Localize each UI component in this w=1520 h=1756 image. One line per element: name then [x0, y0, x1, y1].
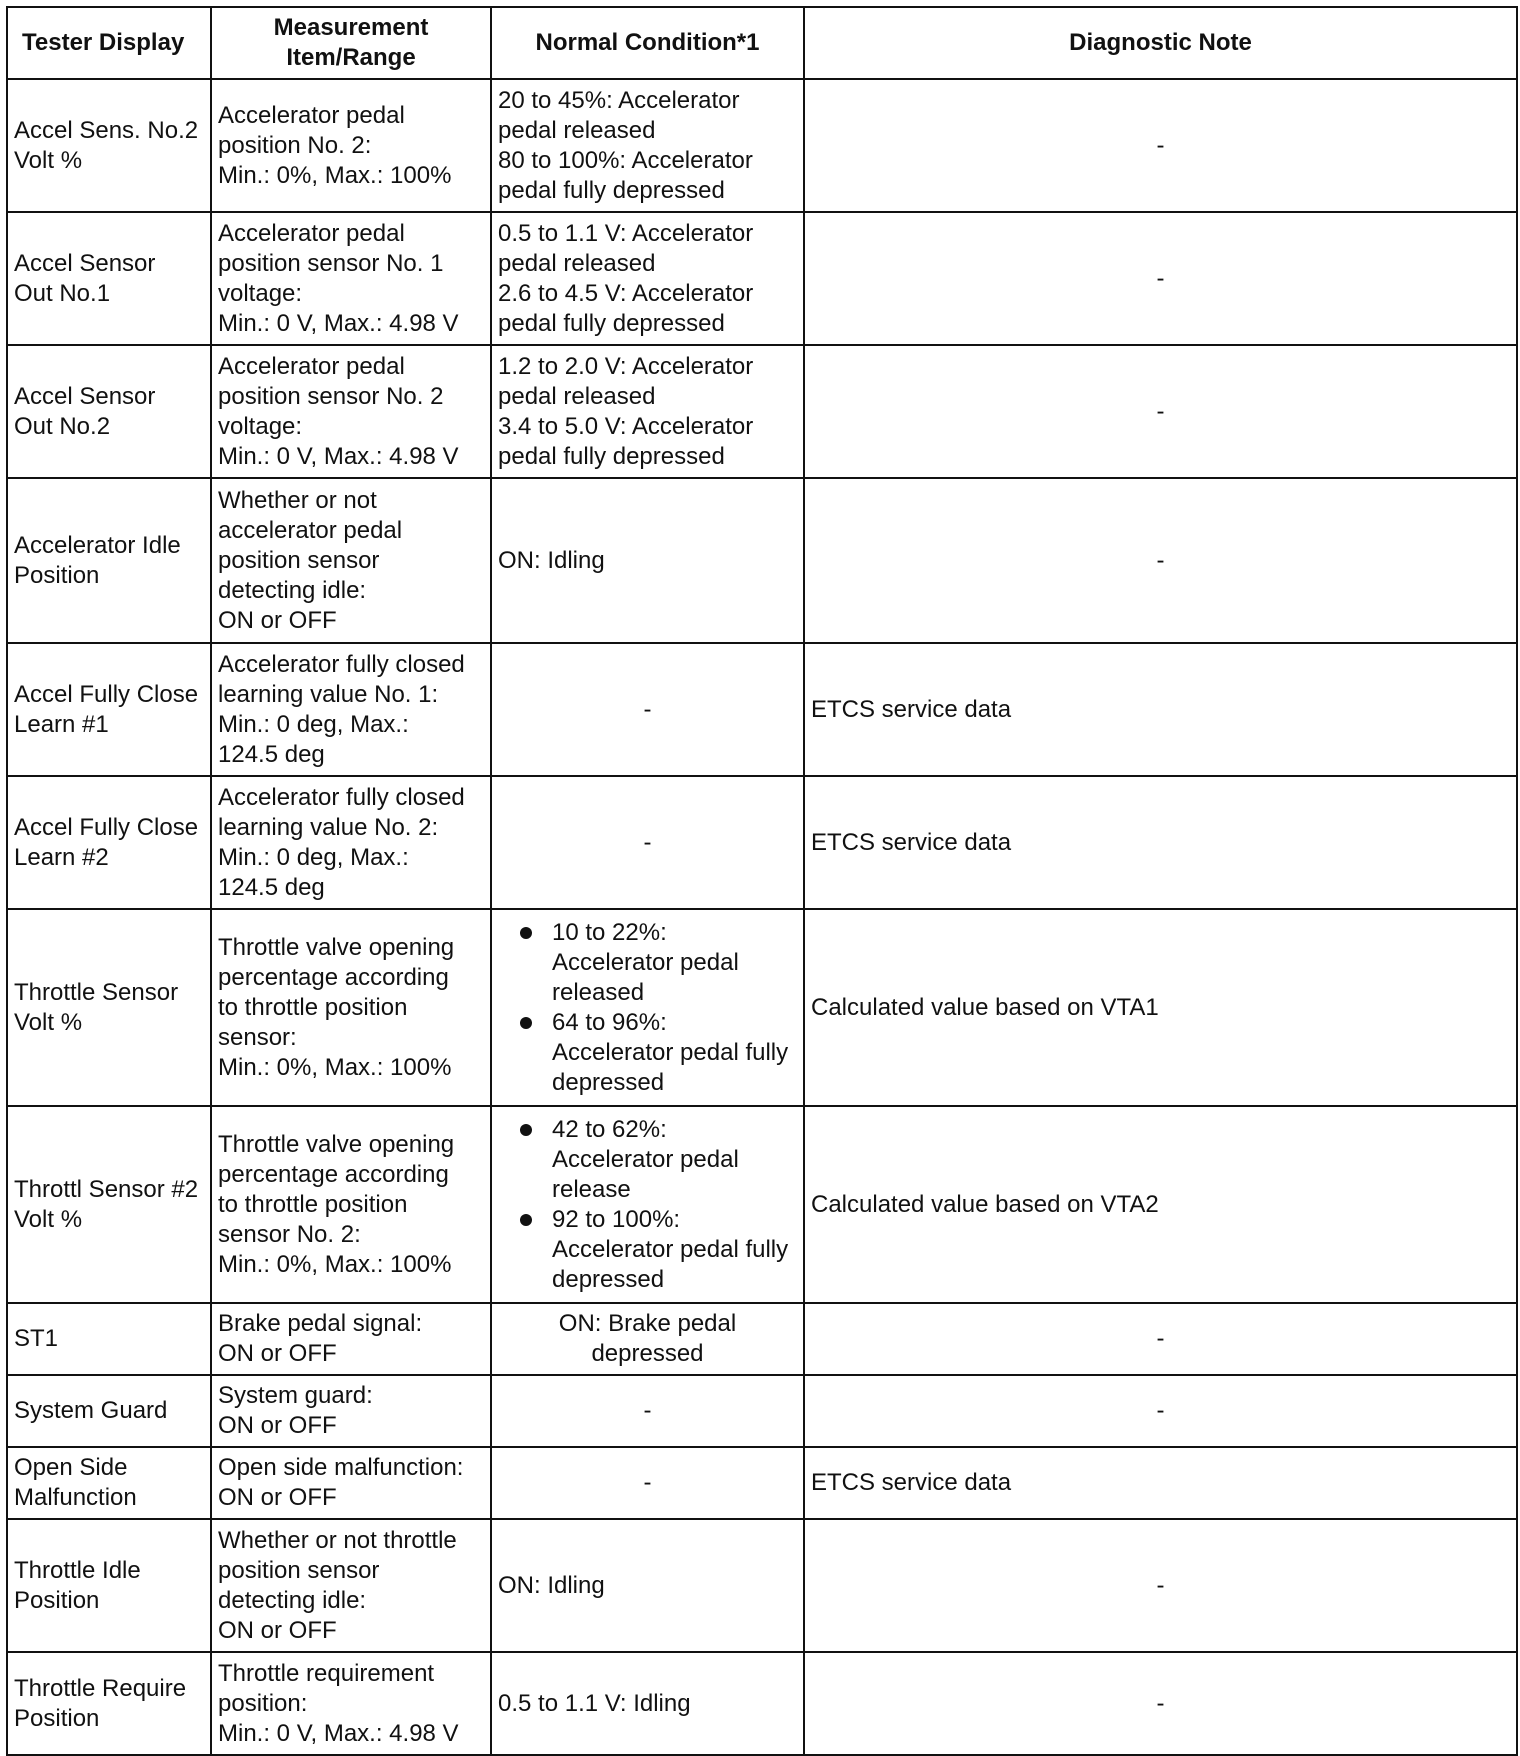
normal-condition-line: pedal released	[498, 249, 656, 277]
normal-condition-line: ON: Idling	[498, 546, 605, 574]
bullet-text	[552, 1115, 739, 1205]
measurement-cell	[211, 1106, 491, 1303]
measurement-cell	[211, 345, 491, 478]
data-list-table	[6, 6, 1518, 1756]
tester-display-line: Throttle Require	[14, 1674, 187, 1702]
normal-condition-line: 20 to 45%: Accelerator	[498, 86, 740, 114]
tester-display-cell	[7, 1519, 211, 1652]
diagnostic-note-text: -	[1156, 1325, 1165, 1352]
tester-display-cell	[7, 909, 211, 1106]
diagnostic-note-text: -	[1156, 264, 1165, 292]
bullet-text	[552, 1205, 788, 1295]
diagnostic-note-text: -	[1156, 1689, 1165, 1717]
normal-condition-cell	[491, 345, 804, 478]
diagnostic-note-text: ETCS service data	[811, 695, 1012, 723]
measurement-line: 124.5 deg	[218, 740, 325, 768]
normal-condition-line: 0.5 to 1.1 V: Accelerator	[498, 219, 754, 247]
tester-display-line: Throttle Sensor	[14, 978, 179, 1006]
measurement-cell	[211, 478, 491, 643]
measurement-line: sensor No. 2:	[218, 1220, 361, 1248]
bullet-line: Accelerator pedal fully	[552, 1038, 789, 1066]
header-measurement-line: Item/Range	[286, 44, 416, 71]
bullet-item	[498, 1205, 797, 1295]
normal-condition-line: pedal fully depressed	[498, 176, 725, 204]
header-tester-display: Tester Display	[7, 7, 211, 79]
bullet-line: depressed	[552, 1265, 665, 1293]
bullet-line: 10 to 22%:	[552, 918, 667, 946]
diagnostic-note-cell	[804, 345, 1517, 478]
table-row	[7, 1375, 1517, 1447]
normal-condition-cell	[491, 1519, 804, 1652]
normal-condition-cell	[491, 643, 804, 776]
diagnostic-note-cell	[804, 909, 1517, 1106]
diagnostic-note-cell	[804, 776, 1517, 909]
bullet-line: Accelerator pedal	[552, 948, 739, 976]
measurement-line: Brake pedal signal:	[218, 1310, 423, 1337]
normal-condition-line: pedal fully depressed	[498, 442, 725, 470]
tester-display-line: Accel Sens. No.2	[14, 116, 199, 144]
table-row	[7, 79, 1517, 212]
tester-display-line: Volt %	[14, 146, 83, 174]
normal-condition-cell	[491, 1375, 804, 1447]
measurement-line: detecting idle:	[218, 1586, 367, 1614]
measurement-line: Throttle requirement	[218, 1659, 435, 1687]
tester-display-cell	[7, 643, 211, 776]
normal-condition-cell	[491, 478, 804, 643]
normal-condition-line: -	[643, 1397, 652, 1424]
measurement-line: position No. 2:	[218, 131, 372, 159]
measurement-line: position sensor	[218, 546, 380, 574]
measurement-line: Accelerator pedal	[218, 219, 405, 247]
measurement-line: to throttle position	[218, 993, 408, 1021]
normal-condition-line: 3.4 to 5.0 V: Accelerator	[498, 412, 754, 440]
table-row	[7, 1106, 1517, 1303]
diagnostic-note-text: ETCS service data	[811, 828, 1012, 856]
tester-display-cell	[7, 79, 211, 212]
measurement-cell	[211, 1375, 491, 1447]
table-row	[7, 345, 1517, 478]
measurement-line: Throttle valve opening	[218, 1130, 455, 1158]
diagnostic-note-cell	[804, 79, 1517, 212]
header-diagnostic-note: Diagnostic Note	[804, 7, 1517, 79]
measurement-line: Min.: 0%, Max.: 100%	[218, 161, 452, 189]
measurement-line: ON or OFF	[218, 1484, 337, 1511]
measurement-line: Min.: 0 V, Max.: 4.98 V	[218, 442, 459, 470]
header-row	[7, 7, 1517, 79]
measurement-line: Min.: 0 deg, Max.:	[218, 710, 409, 738]
diagnostic-note-cell	[804, 1652, 1517, 1755]
normal-condition-line: -	[643, 1469, 652, 1496]
tester-display-line: Accel Sensor	[14, 382, 156, 410]
tester-display-line: Volt %	[14, 1205, 83, 1233]
measurement-cell	[211, 1303, 491, 1375]
table-row	[7, 909, 1517, 1106]
measurement-line: ON or OFF	[218, 606, 337, 634]
table-row	[7, 1652, 1517, 1755]
tester-display-cell	[7, 345, 211, 478]
bullet-item	[498, 1008, 797, 1098]
measurement-cell	[211, 79, 491, 212]
tester-display-line: System Guard	[14, 1397, 168, 1424]
measurement-line: position sensor	[218, 1556, 380, 1584]
measurement-cell	[211, 1447, 491, 1519]
tester-display-cell	[7, 1652, 211, 1755]
bullet-line: Accelerator pedal	[552, 1145, 739, 1173]
tester-display-line: Accelerator Idle	[14, 531, 181, 559]
measurement-line: position sensor No. 1	[218, 249, 444, 277]
tester-display-line: Out No.2	[14, 412, 111, 440]
measurement-line: Accelerator fully closed	[218, 783, 465, 811]
tester-display-cell	[7, 1375, 211, 1447]
normal-condition-line: 1.2 to 2.0 V: Accelerator	[498, 352, 754, 380]
measurement-line: percentage according	[218, 1160, 449, 1188]
diagnostic-note-cell	[804, 1519, 1517, 1652]
diagnostic-note-text: -	[1156, 1397, 1165, 1424]
normal-condition-line: depressed	[591, 1340, 704, 1367]
bullet-line: 42 to 62%:	[552, 1115, 667, 1143]
bullet-line: released	[552, 978, 645, 1006]
tester-display-cell	[7, 212, 211, 345]
table-row	[7, 1447, 1517, 1519]
bullet-line: depressed	[552, 1068, 665, 1096]
bullet-line: 64 to 96%:	[552, 1008, 667, 1036]
bullet-item	[498, 1115, 797, 1205]
tester-display-line: Open Side	[14, 1454, 128, 1481]
tester-display-line: Position	[14, 561, 100, 589]
measurement-line: sensor:	[218, 1023, 297, 1051]
measurement-line: to throttle position	[218, 1190, 408, 1218]
tester-display-line: Learn #2	[14, 843, 109, 871]
measurement-line: Min.: 0 V, Max.: 4.98 V	[218, 1719, 459, 1747]
normal-condition-cell	[491, 776, 804, 909]
normal-condition-line: pedal fully depressed	[498, 309, 725, 337]
normal-condition-line: ON: Idling	[498, 1571, 605, 1599]
normal-condition-cell	[491, 212, 804, 345]
tester-display-line: Out No.1	[14, 279, 111, 307]
diagnostic-note-cell	[804, 643, 1517, 776]
diagnostic-note-text: -	[1156, 1571, 1165, 1599]
tester-display-line: Malfunction	[14, 1484, 137, 1511]
measurement-cell	[211, 1652, 491, 1755]
diagnostic-note-text: Calculated value based on VTA2	[811, 1190, 1159, 1218]
bullet-icon	[520, 1017, 532, 1029]
diagnostic-note-cell	[804, 1447, 1517, 1519]
tester-display-line: Throttl Sensor #2	[14, 1175, 199, 1203]
normal-condition-cell	[491, 1652, 804, 1755]
header-measurement-line: Measurement	[273, 14, 429, 41]
normal-condition-line: 0.5 to 1.1 V: Idling	[498, 1689, 691, 1717]
diagnostic-note-text: -	[1156, 131, 1165, 159]
measurement-line: position:	[218, 1689, 308, 1717]
diagnostic-note-cell	[804, 1303, 1517, 1375]
table-row	[7, 478, 1517, 643]
tester-display-line: Position	[14, 1586, 100, 1614]
diagnostic-note-cell	[804, 212, 1517, 345]
normal-condition-cell	[491, 1106, 804, 1303]
normal-condition-line: 2.6 to 4.5 V: Accelerator	[498, 279, 754, 307]
measurement-line: percentage according	[218, 963, 449, 991]
measurement-cell	[211, 643, 491, 776]
measurement-line: Min.: 0%, Max.: 100%	[218, 1053, 452, 1081]
bullet-line: release	[552, 1175, 631, 1203]
tester-display-line: Volt %	[14, 1008, 83, 1036]
diagnostic-note-text: ETCS service data	[811, 1469, 1012, 1496]
measurement-line: voltage:	[218, 279, 303, 307]
bullet-icon	[520, 927, 532, 939]
normal-condition-line: pedal released	[498, 116, 656, 144]
tester-display-line: Learn #1	[14, 710, 109, 738]
table-row	[7, 212, 1517, 345]
tester-display-line: Accel Fully Close	[14, 813, 199, 841]
measurement-line: Whether or not throttle	[218, 1526, 457, 1554]
measurement-line: Min.: 0 V, Max.: 4.98 V	[218, 309, 459, 337]
table-row	[7, 1303, 1517, 1375]
tester-display-line: ST1	[14, 1325, 59, 1352]
tester-display-cell	[7, 1303, 211, 1375]
normal-condition-cell	[491, 1303, 804, 1375]
tester-display-line: Position	[14, 1704, 100, 1732]
normal-condition-line: -	[643, 828, 652, 856]
measurement-line: ON or OFF	[218, 1616, 337, 1644]
measurement-line: position sensor No. 2	[218, 382, 444, 410]
measurement-line: System guard:	[218, 1382, 373, 1409]
measurement-line: learning value No. 1:	[218, 680, 439, 708]
diagnostic-note-text: -	[1156, 546, 1165, 574]
measurement-line: Open side malfunction:	[218, 1454, 464, 1481]
normal-condition-cell	[491, 79, 804, 212]
normal-condition-line: -	[643, 695, 652, 723]
bullet-item	[498, 918, 797, 1008]
bullet-icon	[520, 1124, 532, 1136]
tester-display-cell	[7, 478, 211, 643]
table-row	[7, 1519, 1517, 1652]
measurement-cell	[211, 1519, 491, 1652]
normal-condition-cell	[491, 909, 804, 1106]
normal-condition-line: ON: Brake pedal	[558, 1310, 737, 1337]
diagnostic-note-text: -	[1156, 397, 1165, 425]
header-normal-condition: Normal Condition*1	[491, 7, 804, 79]
measurement-line: Whether or not	[218, 486, 377, 514]
normal-condition-cell	[491, 1447, 804, 1519]
measurement-line: ON or OFF	[218, 1340, 337, 1367]
measurement-cell	[211, 212, 491, 345]
tester-display-cell	[7, 1106, 211, 1303]
diagnostic-note-cell	[804, 1106, 1517, 1303]
table-row	[7, 643, 1517, 776]
bullet-text	[552, 918, 739, 1008]
measurement-line: Min.: 0%, Max.: 100%	[218, 1250, 452, 1278]
measurement-line: voltage:	[218, 412, 303, 440]
table-row	[7, 776, 1517, 909]
measurement-line: ON or OFF	[218, 1412, 337, 1439]
tester-display-cell	[7, 1447, 211, 1519]
measurement-line: Accelerator pedal	[218, 352, 405, 380]
diagnostic-note-cell	[804, 478, 1517, 643]
measurement-line: Min.: 0 deg, Max.:	[218, 843, 409, 871]
bullet-line: Accelerator pedal fully	[552, 1235, 789, 1263]
measurement-cell	[211, 909, 491, 1106]
measurement-line: Throttle valve opening	[218, 933, 455, 961]
tester-display-line: Accel Fully Close	[14, 680, 199, 708]
normal-condition-line: pedal released	[498, 382, 656, 410]
measurement-line: detecting idle:	[218, 576, 367, 604]
tester-display-line: Throttle Idle	[14, 1556, 141, 1584]
measurement-cell	[211, 776, 491, 909]
bullet-icon	[520, 1214, 532, 1226]
bullet-text	[552, 1008, 788, 1098]
header-measurement	[211, 7, 491, 79]
measurement-line: learning value No. 2:	[218, 813, 439, 841]
measurement-line: accelerator pedal	[218, 516, 403, 544]
bullet-line: 92 to 100%:	[552, 1205, 681, 1233]
diagnostic-note-text: Calculated value based on VTA1	[811, 993, 1159, 1021]
diagnostic-note-cell	[804, 1375, 1517, 1447]
tester-display-line: Accel Sensor	[14, 249, 156, 277]
measurement-line: Accelerator pedal	[218, 101, 405, 129]
measurement-line: 124.5 deg	[218, 873, 325, 901]
normal-condition-line: 80 to 100%: Accelerator	[498, 146, 753, 174]
tester-display-cell	[7, 776, 211, 909]
measurement-line: Accelerator fully closed	[218, 650, 465, 678]
